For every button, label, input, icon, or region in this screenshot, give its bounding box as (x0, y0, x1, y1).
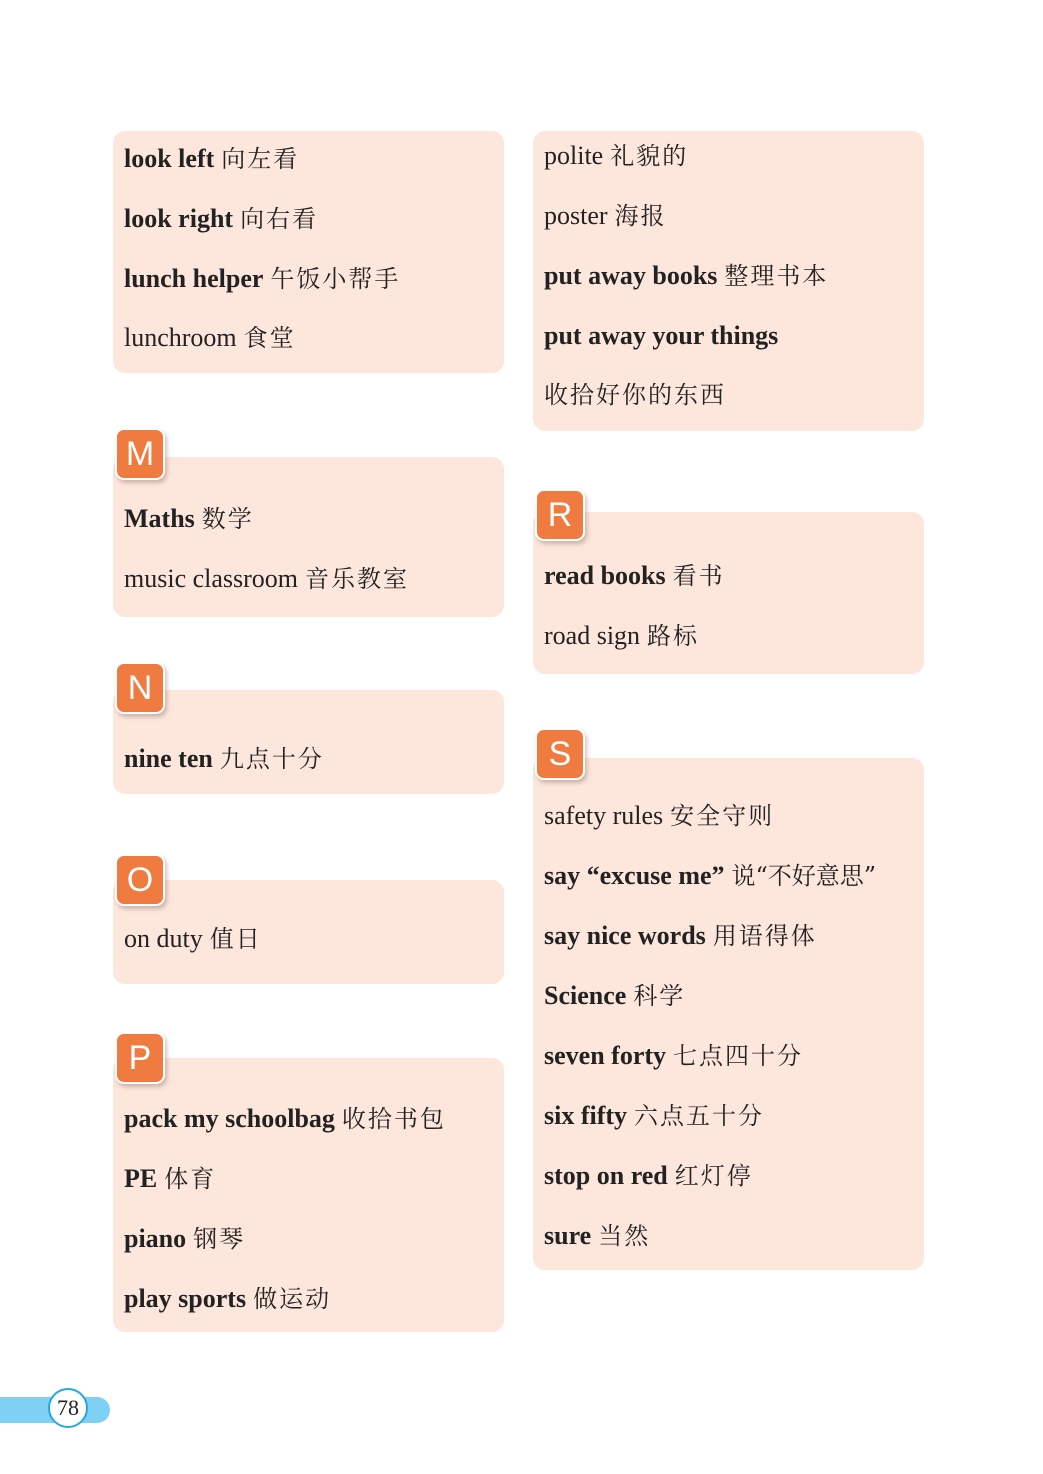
entry-chinese: 收拾好你的东西 (544, 381, 726, 409)
vocab-entry (544, 1100, 764, 1132)
vocab-entry (544, 560, 725, 592)
entry-chinese: 看书 (672, 562, 725, 590)
vocab-entry (544, 320, 778, 352)
entry-chinese: 说“不好意思” (731, 862, 877, 890)
entry-english: on duty (124, 924, 203, 953)
entry-chinese: 路标 (647, 622, 700, 650)
entry-chinese: 音乐教室 (305, 565, 410, 593)
section-s-card (533, 758, 924, 1270)
entry-english: put away books (544, 261, 718, 290)
vocab-entry (544, 260, 828, 292)
entry-english: put away your things (544, 321, 779, 350)
section-o-card (113, 880, 504, 984)
entry-english: music classroom (124, 564, 299, 593)
entry-chinese: 七点四十分 (673, 1042, 804, 1070)
entry-chinese: 用语得体 (712, 922, 817, 950)
vocab-entry (544, 860, 876, 892)
entry-english: Maths (124, 504, 195, 533)
vocab-entry (124, 322, 296, 354)
entry-english: PE (124, 1164, 158, 1193)
section-l-card (113, 131, 504, 373)
entry-chinese: 六点五十分 (634, 1102, 765, 1130)
section-n-card (113, 690, 504, 794)
entry-english: pack my schoolbag (124, 1104, 335, 1133)
entry-chinese: 九点十分 (219, 745, 324, 773)
entry-chinese: 海报 (614, 202, 667, 230)
vocab-entry (544, 620, 699, 652)
entry-english: poster (544, 201, 608, 230)
section-p-card (113, 1058, 504, 1332)
vocab-entry (124, 503, 254, 535)
vocab-entry (124, 1283, 331, 1315)
vocab-entry (124, 563, 409, 595)
letter-badge-p: P (115, 1032, 165, 1084)
entry-english: look left (124, 144, 215, 173)
entry-english: polite (544, 141, 604, 170)
vocab-entry (544, 1040, 803, 1072)
vocab-entry (544, 920, 817, 952)
letter-badge-m: M (115, 428, 165, 480)
entry-english: safety rules (544, 801, 664, 830)
entry-chinese: 当然 (598, 1222, 651, 1250)
entry-english: piano (124, 1224, 187, 1253)
vocab-entry (544, 200, 667, 232)
page-number: 78 (48, 1388, 88, 1428)
entry-english: read books (544, 561, 666, 590)
vocab-entry (544, 980, 685, 1012)
letter-badge-o: O (115, 854, 165, 906)
vocab-entry (124, 1163, 216, 1195)
vocab-entry (124, 143, 299, 175)
entry-english: say “excuse me” (544, 861, 725, 890)
vocab-entry (544, 1220, 650, 1252)
entry-chinese: 向左看 (221, 145, 300, 173)
letter-badge-s: S (535, 728, 585, 780)
entry-chinese: 体育 (164, 1165, 217, 1193)
entry-chinese: 数学 (201, 505, 254, 533)
entry-chinese: 收拾书包 (341, 1105, 446, 1133)
entry-chinese: 值日 (209, 925, 262, 953)
vocab-entry (124, 263, 400, 295)
entry-chinese: 科学 (633, 982, 686, 1010)
letter-badge-n: N (115, 662, 165, 714)
entry-chinese: 安全守则 (670, 802, 775, 830)
vocab-entry (124, 203, 318, 235)
section-m-card (113, 457, 504, 617)
entry-english: lunchroom (124, 323, 237, 352)
vocab-entry (124, 923, 262, 955)
entry-english: lunch helper (124, 264, 264, 293)
vocab-entry (544, 800, 774, 832)
entry-chinese: 红灯停 (674, 1162, 753, 1190)
letter-badge-r: R (535, 489, 585, 541)
entry-chinese: 向右看 (240, 205, 319, 233)
vocab-entry (124, 743, 324, 775)
entry-english: play sports (124, 1284, 247, 1313)
entry-english: stop on red (544, 1161, 668, 1190)
section-p-continued-card (533, 131, 924, 431)
vocab-entry (124, 1223, 245, 1255)
entry-english: say nice words (544, 921, 706, 950)
entry-chinese: 午饭小帮手 (270, 265, 401, 293)
entry-english: Science (544, 981, 627, 1010)
entry-chinese: 食堂 (243, 324, 296, 352)
entry-chinese: 整理书本 (724, 262, 829, 290)
vocab-entry (544, 1160, 753, 1192)
entry-chinese: 钢琴 (193, 1225, 246, 1253)
entry-english: sure (544, 1221, 592, 1250)
entry-english: nine ten (124, 744, 213, 773)
vocab-entry (124, 1103, 446, 1135)
section-r-card (533, 512, 924, 674)
vocab-entry-continuation (544, 379, 726, 411)
vocab-entry (544, 140, 688, 172)
entry-english: road sign (544, 621, 641, 650)
entry-chinese: 礼貌的 (610, 142, 689, 170)
entry-english: look right (124, 204, 234, 233)
entry-english: seven forty (544, 1041, 667, 1070)
entry-english: six fifty (544, 1101, 628, 1130)
entry-chinese: 做运动 (253, 1285, 332, 1313)
